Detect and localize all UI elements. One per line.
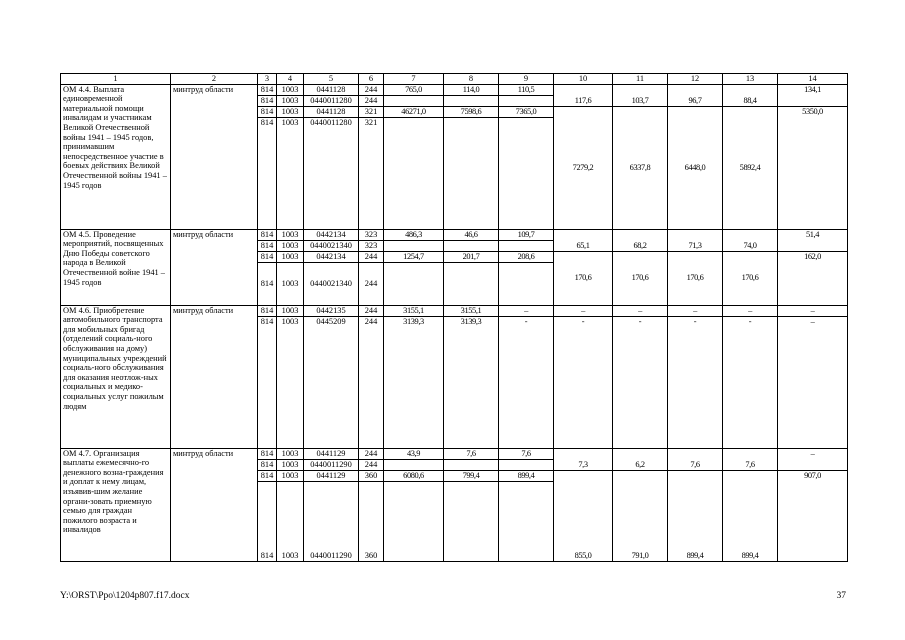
table-cell: 0442134 bbox=[304, 229, 359, 240]
table-cell: 170,6 bbox=[613, 251, 668, 305]
header-cell: 2 bbox=[171, 74, 258, 85]
table-cell: 3139,3 bbox=[384, 316, 444, 448]
table-cell: 7,3 bbox=[554, 448, 613, 470]
table-cell: 1003 bbox=[277, 305, 304, 316]
table-cell: 6448,0 bbox=[668, 106, 723, 229]
table-cell bbox=[384, 240, 444, 251]
table-cell: 0440021340 bbox=[304, 262, 359, 305]
table-cell bbox=[444, 459, 499, 470]
table-cell: - bbox=[723, 316, 778, 448]
table-cell bbox=[499, 240, 554, 251]
table-cell bbox=[384, 95, 444, 106]
table-cell bbox=[444, 240, 499, 251]
table-cell: 814 bbox=[258, 240, 277, 251]
table-cell: 3155,1 bbox=[444, 305, 499, 316]
table-cell: 244 bbox=[359, 95, 384, 106]
table-cell: 0445209 bbox=[304, 316, 359, 448]
table-cell: 1003 bbox=[277, 106, 304, 117]
header-cell: 11 bbox=[613, 74, 668, 85]
table-cell: 814 bbox=[258, 459, 277, 470]
table-cell: – bbox=[554, 305, 613, 316]
table-cell: 1003 bbox=[277, 229, 304, 240]
table-cell: 0442134 bbox=[304, 251, 359, 262]
ministry-cell: минтруд области bbox=[171, 448, 258, 561]
table-cell: 791,0 bbox=[613, 470, 668, 561]
table-cell: 46,6 bbox=[444, 229, 499, 240]
header-cell: 8 bbox=[444, 74, 499, 85]
table-cell bbox=[384, 459, 444, 470]
table-cell: 244 bbox=[359, 305, 384, 316]
header-cell: 1 bbox=[61, 74, 171, 85]
table-cell: 814 bbox=[258, 95, 277, 106]
table-cell: 814 bbox=[258, 262, 277, 305]
table-cell: 0440021340 bbox=[304, 240, 359, 251]
table-cell: 7279,2 bbox=[554, 106, 613, 229]
table-cell: 814 bbox=[258, 481, 277, 561]
table-cell: – bbox=[613, 305, 668, 316]
table-cell: 0440011280 bbox=[304, 117, 359, 229]
table-cell bbox=[444, 95, 499, 106]
table-cell: 51,4 bbox=[778, 229, 848, 251]
table-cell: – bbox=[778, 448, 848, 470]
table-cell: 1003 bbox=[277, 95, 304, 106]
table-cell: 5350,0 bbox=[778, 106, 848, 229]
header-row bbox=[61, 74, 848, 85]
table-cell: 7365,0 bbox=[499, 106, 554, 117]
table-cell: 1003 bbox=[277, 262, 304, 305]
table-cell: 1003 bbox=[277, 251, 304, 262]
header-cell: 14 bbox=[778, 74, 848, 85]
header-cell: 10 bbox=[554, 74, 613, 85]
header-cell: 3 bbox=[258, 74, 277, 85]
table-row bbox=[61, 305, 848, 316]
table-cell: 68,2 bbox=[613, 229, 668, 251]
table-cell: 765,0 bbox=[384, 84, 444, 95]
table-cell: 88,4 bbox=[723, 84, 778, 106]
table-cell: 65,1 bbox=[554, 229, 613, 251]
table-cell: 321 bbox=[359, 117, 384, 229]
table-cell: 244 bbox=[359, 84, 384, 95]
header-cell: 13 bbox=[723, 74, 778, 85]
table-cell: 6080,6 bbox=[384, 470, 444, 481]
table-cell: 1003 bbox=[277, 84, 304, 95]
table-cell: - bbox=[554, 316, 613, 448]
table-cell: 814 bbox=[258, 470, 277, 481]
table-cell: 134,1 bbox=[778, 84, 848, 106]
table-cell: 814 bbox=[258, 117, 277, 229]
measure-name: ОМ 4.4. Выплата единовременной материальной помощи инвалидам и участникам Великой Отечественной войны 1941 – 1945 годов, принимавшим непосредственное участие в боевых действиях Великой Отечественной войны 1941 – 1945 годов bbox=[61, 84, 171, 229]
table-cell bbox=[499, 117, 554, 229]
ministry-cell: минтруд области bbox=[171, 84, 258, 229]
header-cell: 6 bbox=[359, 74, 384, 85]
table-cell: 162,0 bbox=[778, 251, 848, 305]
table-cell: 244 bbox=[359, 251, 384, 262]
table-cell bbox=[444, 481, 499, 561]
table-cell: 1003 bbox=[277, 448, 304, 459]
table-cell: 899,4 bbox=[499, 470, 554, 481]
table-cell: 96,7 bbox=[668, 84, 723, 106]
table-cell: 814 bbox=[258, 251, 277, 262]
ministry-cell: минтруд области bbox=[171, 305, 258, 448]
table-cell bbox=[499, 481, 554, 561]
table-cell: 7,6 bbox=[723, 448, 778, 470]
table-cell bbox=[499, 95, 554, 106]
table-cell: 244 bbox=[359, 448, 384, 459]
table-cell bbox=[499, 262, 554, 305]
table-cell bbox=[444, 117, 499, 229]
table-cell: 814 bbox=[258, 106, 277, 117]
table-cell: 814 bbox=[258, 229, 277, 240]
table-cell: - bbox=[668, 316, 723, 448]
table-cell: 208,6 bbox=[499, 251, 554, 262]
table-cell bbox=[499, 459, 554, 470]
budget-table bbox=[60, 73, 848, 562]
table-cell: 907,0 bbox=[778, 470, 848, 561]
table-cell: 360 bbox=[359, 481, 384, 561]
measure-name: ОМ 4.7. Организация выплаты ежемесячно-го денежного возна-граждения и доплат к нему лицам, изъявив-шим желание органи-зовать приемную семью для граждан пожилого возраста и инвалидов bbox=[61, 448, 171, 561]
table-cell: 814 bbox=[258, 84, 277, 95]
table-cell: 799,4 bbox=[444, 470, 499, 481]
ministry-cell: минтруд области bbox=[171, 229, 258, 305]
table-row bbox=[61, 84, 848, 95]
table-cell: 244 bbox=[359, 262, 384, 305]
table-cell: 1003 bbox=[277, 117, 304, 229]
table-cell: 7,6 bbox=[499, 448, 554, 459]
table-cell: 899,4 bbox=[668, 470, 723, 561]
table-cell: 170,6 bbox=[554, 251, 613, 305]
table-cell: – bbox=[668, 305, 723, 316]
table-cell: 1254,7 bbox=[384, 251, 444, 262]
table-cell: 360 bbox=[359, 470, 384, 481]
table-cell: 3139,3 bbox=[444, 316, 499, 448]
table-cell: 0442135 bbox=[304, 305, 359, 316]
table-cell bbox=[384, 262, 444, 305]
table-cell: - bbox=[499, 316, 554, 448]
table-cell: 7,6 bbox=[668, 448, 723, 470]
table-cell: 0441128 bbox=[304, 84, 359, 95]
table-cell: 201,7 bbox=[444, 251, 499, 262]
table-cell: 244 bbox=[359, 316, 384, 448]
table-cell: 1003 bbox=[277, 459, 304, 470]
table-cell: 74,0 bbox=[723, 229, 778, 251]
table-cell bbox=[384, 117, 444, 229]
table-cell bbox=[444, 262, 499, 305]
table-cell: 1003 bbox=[277, 316, 304, 448]
table-cell: 71,3 bbox=[668, 229, 723, 251]
table-cell: – bbox=[499, 305, 554, 316]
header-cell: 7 bbox=[384, 74, 444, 85]
table-cell: 486,3 bbox=[384, 229, 444, 240]
table-cell: 6337,8 bbox=[613, 106, 668, 229]
table-cell: 0440011290 bbox=[304, 481, 359, 561]
table-cell: – bbox=[778, 316, 848, 448]
table-cell: - bbox=[613, 316, 668, 448]
header-cell: 4 bbox=[277, 74, 304, 85]
table-cell: 0440011290 bbox=[304, 459, 359, 470]
measure-name: ОМ 4.5. Проведение мероприятий, посвященных Дню Победы советского народа в Великой Отечественной войне 1941 – 1945 годов bbox=[61, 229, 171, 305]
table-cell: 323 bbox=[359, 240, 384, 251]
table-cell: 0441129 bbox=[304, 470, 359, 481]
table-cell: 1003 bbox=[277, 481, 304, 561]
table-row bbox=[61, 229, 848, 240]
table-cell: 0440011280 bbox=[304, 95, 359, 106]
table-cell: 7,6 bbox=[444, 448, 499, 459]
table-cell: 43,9 bbox=[384, 448, 444, 459]
table-cell: – bbox=[778, 305, 848, 316]
table-cell: 1003 bbox=[277, 470, 304, 481]
page-number: 37 bbox=[836, 591, 846, 601]
table-cell: 114,0 bbox=[444, 84, 499, 95]
table-cell: 46271,0 bbox=[384, 106, 444, 117]
table-cell: 170,6 bbox=[723, 251, 778, 305]
table-cell: 899,4 bbox=[723, 470, 778, 561]
table-cell: 6,2 bbox=[613, 448, 668, 470]
table-cell: 110,5 bbox=[499, 84, 554, 95]
table-cell: 5892,4 bbox=[723, 106, 778, 229]
table-cell: 1003 bbox=[277, 240, 304, 251]
table-cell: 170,6 bbox=[668, 251, 723, 305]
table-cell: 117,6 bbox=[554, 84, 613, 106]
table-cell: 0441129 bbox=[304, 448, 359, 459]
measure-name: ОМ 4.6. Приобретение автомобильного транспорта для мобильных бригад (отделений социаль-ного обслуживания на дому) муниципальных учреждений социаль-ного обслуживания для оказания неотлож-ных социальных и медико-социальных услуг пожилым людям bbox=[61, 305, 171, 448]
table-cell: 814 bbox=[258, 316, 277, 448]
header-cell: 9 bbox=[499, 74, 554, 85]
table-cell: 109,7 bbox=[499, 229, 554, 240]
header-cell: 5 bbox=[304, 74, 359, 85]
table-cell: 0441128 bbox=[304, 106, 359, 117]
table-cell: – bbox=[723, 305, 778, 316]
table-row bbox=[61, 448, 848, 459]
table-cell: 855,0 bbox=[554, 470, 613, 561]
header-cell: 12 bbox=[668, 74, 723, 85]
table-cell: 3155,1 bbox=[384, 305, 444, 316]
table-cell: 323 bbox=[359, 229, 384, 240]
table-cell: 321 bbox=[359, 106, 384, 117]
table-cell: 814 bbox=[258, 305, 277, 316]
table-cell: 244 bbox=[359, 459, 384, 470]
table-cell: 814 bbox=[258, 448, 277, 459]
file-path-footer: Y:\ORST\Ppo\1204p807.f17.docx bbox=[60, 591, 190, 601]
table-cell bbox=[384, 481, 444, 561]
table-cell: 7598,6 bbox=[444, 106, 499, 117]
table-cell: 103,7 bbox=[613, 84, 668, 106]
